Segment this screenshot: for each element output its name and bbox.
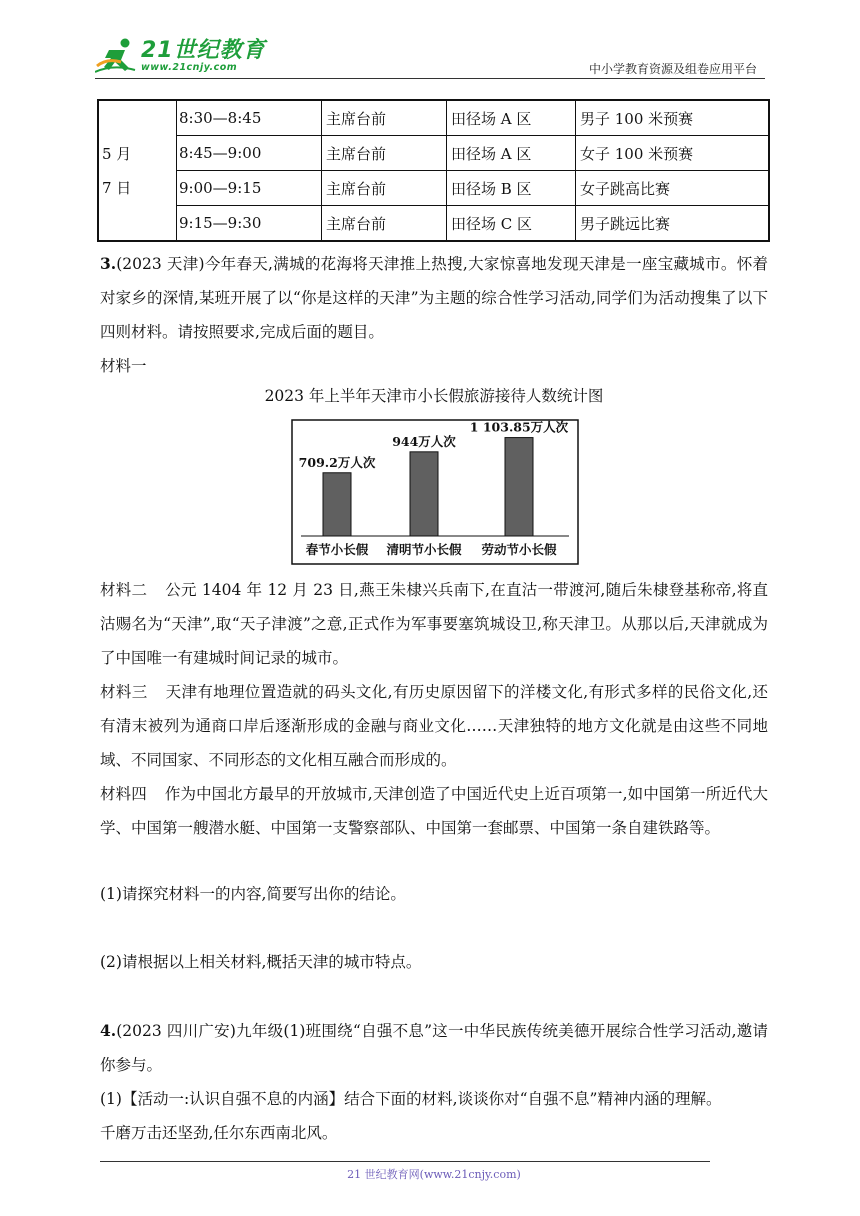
event-cell: 女子 100 米预赛: [576, 136, 770, 171]
q4-subquestion-1: (1)【活动一:认识自强不息的内涵】结合下面的材料,谈谈你对“自强不息”精神内涵的理解。: [100, 1090, 722, 1108]
q4-quote: 千磨万击还坚劲,任尔东西南北风。: [100, 1124, 338, 1142]
table-row: [98, 136, 769, 171]
site-logo[interactable]: [95, 36, 266, 76]
place-cell: 主席台前: [322, 100, 447, 136]
material-3-text: 天津有地理位置造就的码头文化,有历史原因留下的洋楼文化,有形式多样的民俗文化,还有清末被列为通商口岸后逐渐形成的金融与商业文化……天津独特的地方文化就是由这些不同地域、不同国家、不同形态的文化相互融合而形成的。: [100, 683, 768, 769]
area-cell: 田径场 A 区: [447, 100, 576, 136]
category-label-2: 劳动节小长假: [481, 542, 557, 557]
tourism-bar-chart: [291, 419, 579, 565]
q4-number: 4.: [100, 1021, 117, 1040]
bar-2: [505, 438, 533, 536]
bar-value-label-2: 1 103.85万人次: [469, 419, 569, 435]
date-day: 7 日: [102, 178, 132, 197]
bar-1: [410, 452, 438, 536]
runner-logo-icon: [95, 36, 139, 76]
logo-title: 21世纪教育: [141, 37, 266, 63]
bar-value-label-0: 709.2万人次: [298, 454, 376, 470]
material-3: [100, 675, 768, 777]
q3-intro-text: (2023 天津)今年春天,满城的花海将天津推上热搜,大家惊喜地发现天津是一座宝藏城市。怀着对家乡的深情,某班开展了以“你是这样的天津”为主题的综合性学习活动,同学们为活动搜集了以下四则材料。请按照要求,完成后面的题目。: [100, 255, 768, 341]
table-row: [98, 206, 769, 242]
event-cell: 男子 100 米预赛: [576, 100, 770, 136]
place-cell: 主席台前: [322, 136, 447, 171]
material-4-label: 材料四: [100, 785, 147, 803]
category-label-0: 春节小长假: [305, 542, 369, 557]
q3-number: 3.: [100, 254, 117, 273]
date-cell: [98, 100, 177, 241]
time-cell: 9:15—9:30: [177, 206, 322, 242]
q3-intro: [100, 247, 768, 349]
material-1-label: 材料一: [100, 357, 147, 375]
q3-subquestion-1: (1)请探究材料一的内容,简要写出你的结论。: [100, 885, 406, 903]
time-cell: 8:45—9:00: [177, 136, 322, 171]
material-3-label: 材料三: [100, 683, 148, 701]
q4-intro-text: (2023 四川广安)九年级(1)班围绕“自强不息”这一中华民族传统美德开展综合性学习活动,邀请你参与。: [100, 1022, 768, 1074]
bar-0: [323, 473, 351, 536]
material-2-label: 材料二: [100, 581, 148, 599]
logo-url: www.21cnjy.com: [141, 61, 238, 73]
event-cell: 男子跳远比赛: [576, 206, 770, 242]
time-cell: 9:00—9:15: [177, 171, 322, 206]
event-cell: 女子跳高比赛: [576, 171, 770, 206]
page-header: [95, 30, 765, 80]
bar-value-label-1: 944万人次: [392, 433, 456, 449]
category-label-1: 清明节小长假: [386, 542, 462, 557]
schedule-table: [97, 99, 770, 242]
place-cell: 主席台前: [322, 171, 447, 206]
header-divider: [95, 78, 765, 79]
table-row: [98, 171, 769, 206]
area-cell: 田径场 C 区: [447, 206, 576, 242]
place-cell: 主席台前: [322, 206, 447, 242]
q4-intro: [100, 1014, 768, 1082]
date-month: 5 月: [102, 144, 132, 163]
area-cell: 田径场 B 区: [447, 171, 576, 206]
material-4: [100, 777, 768, 845]
chart-title: 2023 年上半年天津市小长假旅游接待人数统计图: [264, 387, 604, 405]
platform-name: 中小学教育资源及组卷应用平台: [588, 62, 757, 76]
footer-divider: [100, 1161, 710, 1162]
material-4-text: 作为中国北方最早的开放城市,天津创造了中国近代史上近百项第一,如中国第一所近代大学、中国第一艘潜水艇、中国第一支警察部队、中国第一套邮票、中国第一条自建铁路等。: [100, 785, 768, 837]
table-row: [98, 100, 769, 136]
page-footer: 21 世纪教育网(www.21cnjy.com): [347, 1168, 521, 1181]
material-2: [100, 573, 768, 675]
time-cell: 8:30—8:45: [177, 100, 322, 136]
q3-subquestion-2: (2)请根据以上相关材料,概括天津的城市特点。: [100, 953, 422, 971]
area-cell: 田径场 A 区: [447, 136, 576, 171]
material-2-text: 公元 1404 年 12 月 23 日,燕王朱棣兴兵南下,在直沽一带渡河,随后朱棣登基称帝,将直沽赐名为“天津”,取“天子津渡”之意,正式作为军事要塞筑城设卫,称天津卫。从那以后,天津就成为了中国唯一有建城时间记录的城市。: [100, 581, 768, 667]
